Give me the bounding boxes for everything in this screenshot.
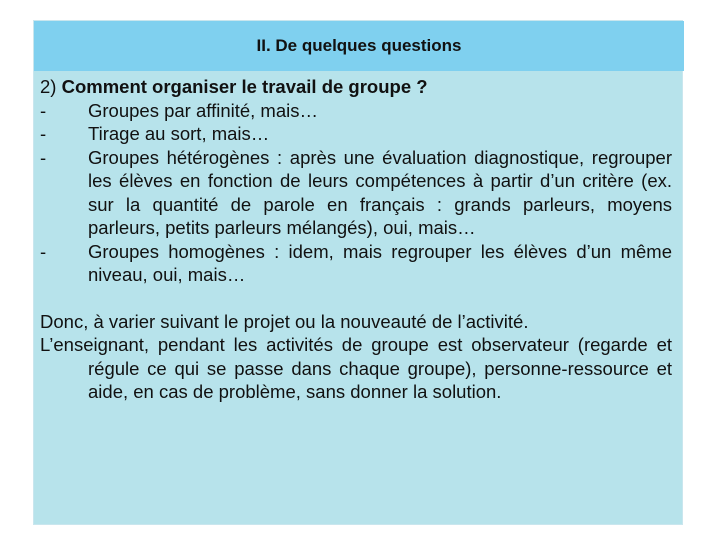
list-item bbox=[40, 146, 672, 240]
list-item bbox=[40, 99, 672, 123]
spacer bbox=[40, 287, 672, 310]
conclusion-paragraph: Donc, à varier suivant le projet ou la nouveauté de l’activité. bbox=[40, 310, 529, 332]
list-item-text: Groupes homogènes : idem, mais regrouper les élèves d’un même niveau, oui, mais… bbox=[88, 240, 672, 285]
teacher-role-paragraph: L’enseignant, pendant les activités de groupe est observateur (regarde et régule ce qui se passe dans chaque groupe), personne-ressource et aide, en cas de problème, sans donner la solution. bbox=[40, 334, 672, 402]
title-bar bbox=[34, 21, 684, 71]
list-dash: - bbox=[40, 146, 47, 168]
list-item-text: Tirage au sort, mais… bbox=[88, 123, 270, 144]
slide-content bbox=[40, 75, 672, 404]
list-item bbox=[40, 240, 672, 287]
section-heading bbox=[40, 75, 672, 99]
list-item bbox=[40, 122, 672, 146]
list-item-text: Groupes par affinité, mais… bbox=[88, 99, 318, 121]
heading-number: 2) bbox=[40, 76, 57, 97]
slide-title: II. De quelques questions bbox=[256, 36, 462, 55]
list-dash: - bbox=[40, 123, 47, 144]
list-dash: - bbox=[40, 99, 47, 121]
heading-text: Comment organiser le travail de groupe ? bbox=[61, 76, 428, 97]
slide bbox=[33, 20, 683, 525]
list-dash: - bbox=[40, 240, 47, 262]
list-item-text: Groupes hétérogènes : après une évaluation diagnostique, regrouper les élèves en fonction de leurs compétences à partir d’un critère (ex. sur la quantité de parole en français : grands parleurs, moyens parleurs, petits parleurs mélangés), oui, mais… bbox=[88, 146, 672, 238]
